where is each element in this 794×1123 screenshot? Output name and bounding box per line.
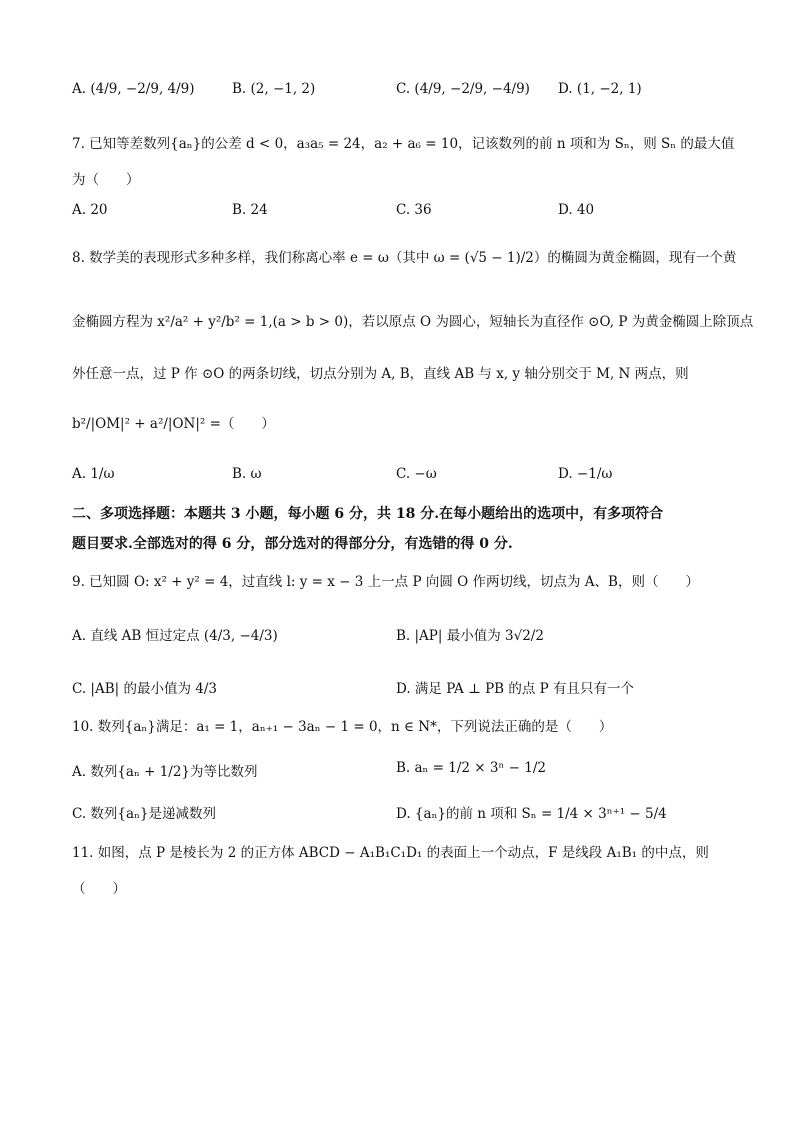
section-2-heading-line-1: 二、多项选择题：本题共 3 小题，每小题 6 分，共 18 分.在每小题给出的选项中，有多项符合: [72, 506, 664, 522]
q10-option-a: A. 数列{aₙ + 1/2}为等比数列: [72, 764, 258, 780]
q8-option-c: C. −ω: [396, 466, 437, 482]
q8-line-2: 金椭圆方程为 x²/a² + y²/b² = 1,(a > b > 0)，若以原点 O 为圆心，短轴长为直径作 ⊙O, P 为黄金椭圆上除顶点: [72, 314, 754, 330]
q11-line-1: 11. 如图，点 P 是棱长为 2 的正方体 ABCD − A₁B₁C₁D₁ 的表面上一个动点，F 是线段 A₁B₁ 的中点，则: [72, 845, 709, 861]
q8-option-b: B. ω: [232, 466, 262, 482]
q7-option-c: C. 36: [396, 202, 432, 218]
q7-option-d: D. 40: [558, 202, 595, 218]
q6-option-b: B. (2, −1, 2): [232, 81, 316, 97]
q8-option-d: D. −1/ω: [558, 466, 613, 482]
q9-option-a: A. 直线 AB 恒过定点 (4/3, −4/3): [72, 628, 278, 644]
q9-option-c: C. |AB| 的最小值为 4/3: [72, 681, 218, 697]
q7-line-2: 为（ ）: [72, 172, 140, 188]
q10-stem: 10. 数列{aₙ}满足：a₁ = 1，aₙ₊₁ − 3aₙ − 1 = 0，n ∈ N*，下列说法正确的是（ ）: [72, 719, 613, 735]
q7-line-1: 7. 已知等差数列{aₙ}的公差 d < 0，a₃a₅ = 24，a₂ + a₆ = 10，记该数列的前 n 项和为 Sₙ，则 Sₙ 的最大值: [72, 136, 735, 152]
q8-line-1: 8. 数学美的表现形式多种多样，我们称离心率 e = ω（其中 ω = (√5 − 1)/2）的椭圆为黄金椭圆，现有一个黄: [72, 250, 737, 266]
q8-line-3: 外任意一点，过 P 作 ⊙O 的两条切线，切点分别为 A, B，直线 AB 与 x, y 轴分别交于 M, N 两点，则: [72, 366, 689, 382]
q7-option-b: B. 24: [232, 202, 268, 218]
q9-stem: 9. 已知圆 O: x² + y² = 4，过直线 l: y = x − 3 上一点 P 向圆 O 作两切线，切点为 A、B，则（ ）: [72, 574, 699, 590]
q6-option-d: D. (1, −2, 1): [558, 81, 642, 97]
q11-line-2: （ ）: [72, 881, 126, 897]
q9-option-d: D. 满足 PA ⊥ PB 的点 P 有且只有一个: [396, 681, 635, 697]
q8-option-a: A. 1/ω: [72, 466, 115, 482]
q10-option-b: B. aₙ = 1/2 × 3ⁿ − 1/2: [396, 760, 546, 776]
q6-option-a: A. (4/9, −2/9, 4/9): [72, 81, 195, 97]
q8-line-4: b²/|OM|² + a²/|ON|² =（ ）: [72, 416, 275, 432]
q10-option-c: C. 数列{aₙ}是递减数列: [72, 806, 216, 822]
section-2-heading-line-2: 题目要求.全部选对的得 6 分，部分选对的得部分分，有选错的得 0 分.: [72, 536, 513, 552]
q10-option-d: D. {aₙ}的前 n 项和 Sₙ = 1/4 × 3ⁿ⁺¹ − 5/4: [396, 806, 667, 822]
q7-option-a: A. 20: [72, 202, 108, 218]
q9-option-b: B. |AP| 最小值为 3√2/2: [396, 628, 544, 644]
q6-option-c: C. (4/9, −2/9, −4/9): [396, 81, 530, 97]
